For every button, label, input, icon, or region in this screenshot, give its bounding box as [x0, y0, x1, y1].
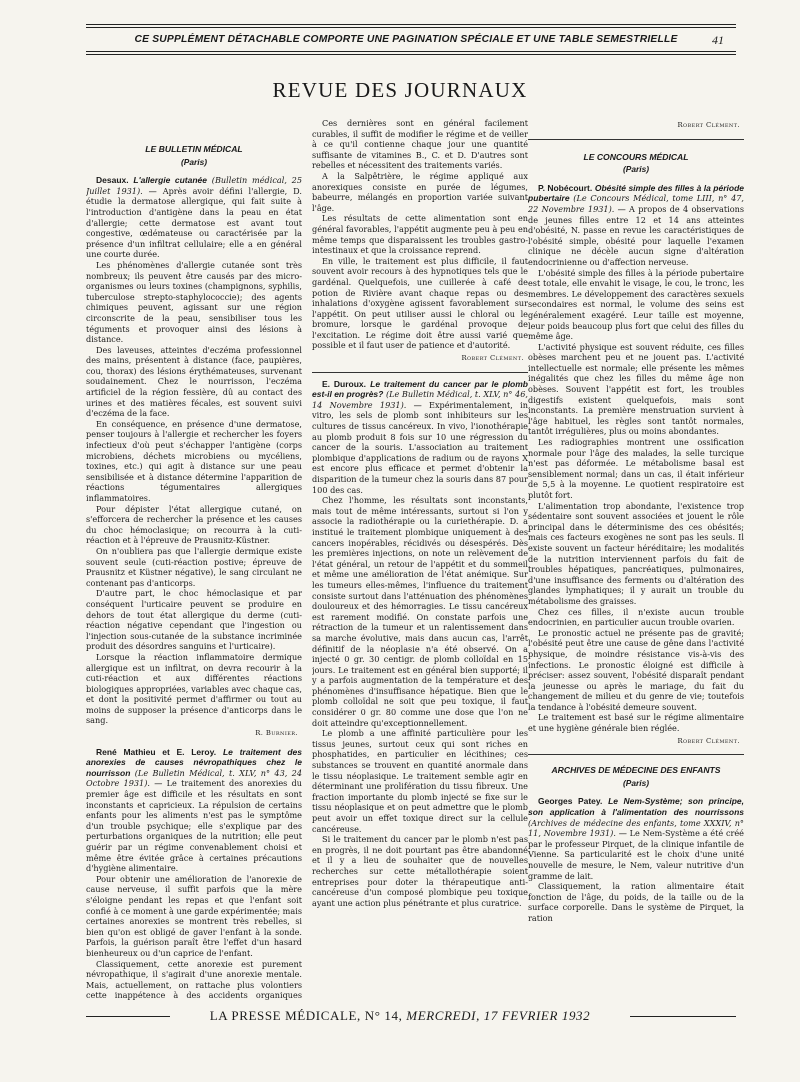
banner-rule: [86, 51, 736, 52]
article-title: Le Nem-Système; son principe, son application à l'alimentation des nourrissons: [528, 796, 744, 818]
top-rule: [86, 24, 736, 25]
article-paragraph: Si le traitement du cancer par le plomb n'est pas en progrès, il ne doit pourtant pas être abandonné et il y a lieu de souhaiter que de nouvelles recherches sur cette métallothérapie soient entreprises pour doter la thérapeutique anti-cancéreuse d'un composé plombique peu toxique ayant une action plus pénétrante et plus curatrice.: [312, 834, 528, 908]
article-paragraph: L'activité physique est souvent réduite, ces filles obèses marchent peu et ne jouent pas. L'activité intellectuelle est normale; elle présente les mêmes inégalités que chez les filles du même âge non obèses. Souvent l'appétit est fort, les troubles digestifs existent quelquefois, mais sont inconstants. La première menstruation survient à l'âge habituel, les règles sont tantôt normales, tantôt irrégulières, plus ou moins abondantes.: [528, 341, 744, 437]
article-heading-desaux: [86, 175, 302, 260]
article-divider: [312, 372, 528, 373]
column-1: [86, 118, 302, 1000]
article-paragraph: L'alimentation trop abondante, l'existence trop sédentaire sont souvent associées et jouent le rôle principal dans le déterminisme des ces obésités; mais ces facteurs exogènes ne sont pas les seuls. Il existe souvent un facteur héréditaire; les modalités de la nutrition interviennent parfois du fait de troubles hépatiques, pancréatiques, pulmonaires, d'une insuffisance des ferments ou d'altération des glandes lymphatiques; il y aurait un trouble du métabolisme des graisses.: [528, 500, 744, 606]
article-title: Obésité simple des filles à la période pubertaire: [528, 182, 744, 204]
article-paragraph: Des laveuses, atteintes d'eczéma professionnel des mains, présentent à distance (face, paupières, cou, thorax) des lésions érythémateuses, survenant soudainement. Chez le nourrisson, l'eczéma artificiel de la région fessière, dû au contact des urines et des matières fécales, est souvent suivi d'eczéma de la face.: [86, 344, 302, 419]
article-author: René Mathieu et E. Leroy.: [96, 746, 217, 757]
article-citation: (Le Bulletin Médical, t. XLV, n° 43, 24 Octobre 1931). —: [86, 767, 302, 789]
article-paragraph: Ces dernières sont en général facilement curables, il suffit de modifier le régime et de veiller à ce qu'il contienne chaque jour une quantité suffisante de vitamines B., C. et D. D'autres sont rebelles et nécessitent des traitements variés.: [312, 118, 528, 171]
article-paragraph: Le pronostic actuel ne présente pas de gravité; l'obésité peut être une cause de gêne dans l'activité physique, de moindre résistance vis-à-vis des infections. Le pronostic éloigné est difficile à préciser: assez souvent, l'obésité disparaît pendant la jeunesse ou après le mariage, du fait du changement de milieu et du genre de vie; toutefois la tendance à l'obésité demeure souvent.: [528, 627, 744, 712]
article-signature: R. Burnier.: [255, 729, 298, 738]
article-paragraph: Les phénomènes d'allergie cutanée sont très nombreux; ils peuvent être causés par des micro-organismes ou leurs toxines (champignons, syphilis, tuberculose strepto-staphylococcie); des agents chimiques peuvent, agissant sur une région circonscrite de la peau, sensibiliser tous les téguments et provoquer ainsi des lésions à distance.: [86, 259, 302, 345]
article-paragraph: Pour obtenir une amélioration de l'anorexie de cause nerveuse, il suffit parfois que la mère s'éloigne pendant les repas et que l'enfant soit confié à ce moment à une garde expérimentée; mais certaines anorexies se montrent très rebelles, si bien qu'on est obligé de gaver l'enfant à la sonde. Parfois, la guérison paraît être l'effet d'un hasard bienheureux ou d'un caprice de l'enfant.: [86, 873, 302, 958]
article-citation: (Bulletin médical, 25 Juillet 1931). —: [86, 175, 302, 196]
banner-rule-thin: [86, 54, 736, 55]
section-city-archives: (Paris): [622, 777, 650, 788]
article-heading-nobecourt: [528, 183, 744, 268]
article-author: E. Duroux.: [322, 378, 367, 389]
article-heading-duroux: [312, 379, 528, 496]
article-paragraph: En conséquence, en présence d'une dermatose, penser toujours à l'allergie et rechercher les foyers infectieux d'où peut s'échapper l'antigène (corps microbiens, déchets microbiens ou mycéliens, toxines, etc.) qui agit à distance sur une peau sensibilisée et à distance détermine l'apparition de réactions tégumentaires allergiques inflammatoires.: [86, 418, 302, 503]
article-heading-patey: [528, 796, 744, 881]
section-title-bulletin: LE BULLETIN MÉDICAL: [145, 144, 243, 154]
column-2: [312, 118, 528, 1000]
page-footer: [170, 1008, 630, 1024]
top-rule-thin: [86, 27, 736, 28]
article-paragraph: Le plomb a une affinité particulière pour les tissus jeunes, surtout ceux qui sont riches en phosphatides, en particulier en lécithines; ces substances se trouvent en quantité anormale dans le tissu néoplasique. Le traitement semble agir en déterminant une prolifération du tissu fibreux. Une fraction importante du plomb injecté se fixe sur le tissu néoplasique et on peut admettre que le plomb peut avoir un effet toxique direct sur la cellule cancéreuse.: [312, 728, 528, 834]
footer-date: MERCREDI, 17 FEVRIER 1932: [406, 1008, 591, 1023]
article-paragraph: Chez l'homme, les résultats sont inconstants, mais tout de même intéressants, surtout si l'on y associe la radiothérapie ou la curiethérapie. D. a institué le traitement plombique uniquement à des cancers inopérables, récidivés ou désespérés. Dès les premières injections, on note un relèvement de l'état général, un retour de l'appétit et du sommeil et même une amélioration de l'état anémique. Sur les tumeurs elles-mêmes, l'influence du traitement consiste surtout dans l'atténuation des phénomènes douloureux et des hémorragies. Le tissu cancéreux est rarement modifié. On constate parfois une rétraction de la tumeur et un ralentissement dans sa marche évolutive, mais dans aucun cas, l'arrêt définitif de la néoplasie n'a été observé. On a injecté 0 gr. 30 centigr. de plomb colloïdal en 15 jours. Le traitement est en général bien supporté; il y a parfois augmentation de la température et des phénomènes d'insuffisance hépatique. Bien que le plomb colloïdal ne soit que peu toxique, il faut considérer 0 gr. 80 comme une dose que l'on ne doit atteindre qu'exceptionnellement.: [312, 495, 528, 728]
column-3: [528, 118, 744, 1000]
article-paragraph: Le traitement des anorexies du premier âge est difficile et les résultats en sont inconstants et capricieux. La répulsion de certains enfants pour les aliments n'est pas le symptôme d'un trouble psychique; elle s'explique par des perturbations organiques de la nutrition; elle peut guérir par un régime convenablement choisi et même être évitée grâce à certaines précautions d'hygiène alimentaire.: [86, 778, 302, 874]
article-signature: Robert Clément.: [677, 121, 740, 129]
page-number: 41: [712, 33, 724, 47]
supplement-banner: CE SUPPLÉMENT DÉTACHABLE COMPORTE UNE PAGINATION SPÉCIALE ET UNE TABLE SEMESTRIELLE: [134, 34, 678, 45]
article-heading-mathieu: [86, 747, 302, 874]
article-divider: [528, 754, 744, 755]
article-paragraph: Lorsque la réaction inflammatoire dermique allergique est un infiltrat, on devra recourir à la cuti-réaction et aux différentes réactions biologiques appropriées, variables avec chaque cas, et dont la positivité permet d'affirmer ou tout au moins de supposer la présence d'anticorps dans le sang.: [86, 651, 302, 726]
footer-rule-right: [628, 1016, 736, 1017]
footer-journal: LA PRESSE MÉDICALE,: [209, 1008, 361, 1023]
article-title: L'allergie cutanée: [133, 175, 208, 186]
section-city-concours: (Paris): [622, 164, 650, 175]
section-title-archives: ARCHIVES DE MÉDECINE DES ENFANTS: [551, 765, 721, 776]
article-paragraph: D'autre part, le choc hémoclasique et par conséquent l'urticaire peuvent se produire en dehors de tout état allergique du derme (cuti-réaction négative cependant que l'ingestion ou l'injection sous-cutanée de la substance incriminée produit des désordres sanguins et l'urticaire).: [86, 588, 302, 652]
article-paragraph: Les résultats de cette alimentation sont en général favorables, l'appétit augmente peu à peu en même temps que disparaissent les troubles gastro-intestinaux et que la croissance reprend.: [312, 213, 528, 256]
article-paragraph: Chez ces filles, il n'existe aucun trouble endocrinien, en particulier aucun trouble ovarien.: [528, 606, 744, 628]
article-signature: Robert Clément.: [677, 736, 740, 745]
section-title-concours: LE CONCOURS MÉDICAL: [583, 151, 689, 162]
article-paragraph: On n'oubliera pas que l'allergie dermique existe souvent seule (cuti-réaction postive; épreuve de Prausnitz et Küstner négative), le sang circulant ne contenant pas d'anticorps.: [86, 545, 302, 588]
article-paragraph: Classiquement, cette anorexie est purement névropathique, il s'agirait d'une anorexie mentale. Mais, actuellement, on rattache plus volontiers cette inappétence à des accidents organiques: [86, 958, 302, 1000]
article-signature: Robert Clément.: [461, 354, 524, 363]
article-paragraph: Le traitement est basé sur le régime alimentaire et une hygiène générale bien réglée.: [528, 712, 744, 734]
article-paragraph: Classiquement, la ration alimentaire était fonction de l'âge, du poids, de la taille ou de la surface corporelle. Dans le système de Pirquet, la ration: [528, 881, 744, 923]
article-paragraph: Les radiographies montrent une ossification normale pour l'âge des malades, la selle turcique n'est pas déformée. Le métabolisme basal est sensiblement normal; dans un cas, il était inférieur de 5,5 à la moyenne. Le quotient respiratoire est plutôt fort.: [528, 437, 744, 500]
article-paragraph: Expérimentalement, in vitro, les sels de plomb sont inhibiteurs sur les cultures de tissus cancéreux. In vivo, l'ionothérapie au plomb produit 8 fois sur 10 une régression du cancer de la souris. L'association au traitement plombique d'applications de radium ou de rayons X est encore plus efficace et permet d'obtenir la disparition de la tumeur chez la souris dans 87 pour 100 des cas.: [312, 399, 528, 495]
section-city-bulletin: (Paris): [180, 156, 208, 167]
article-paragraph: A la Salpêtrière, le régime appliqué aux anorexiques consiste en purée de légumes, babeurre, mélangés en proportion variée suivant l'âge.: [312, 170, 528, 213]
article-paragraph: A propos de 4 observations de jeunes filles entre 12 et 14 ans atteintes d'obésité, N. passe en revue les caractéristiques de l'obésité simple, obésité pour laquelle l'examen clinique ne décèle aucun signe d'altération endocrinienne ou d'affection nerveuse.: [528, 203, 744, 267]
journal-title: REVUE DES JOURNAUX: [272, 78, 528, 102]
article-title: Le traitement du cancer par le plomb est-il en progrès?: [312, 378, 528, 400]
article-citation: (Le Bulletin Médical, t. XLV, n° 46, 14 Novembre 1931). —: [312, 389, 528, 410]
article-author: P. Nobécourt.: [538, 182, 593, 193]
article-paragraph: Après avoir défini l'allergie, D. étudie la dermatose allergique, qui fait suite à l'introduction d'antigène dans la peau en état d'allergie; cette dermatose est avant tout congestive, œdémateuse ou caractérisée par la présence d'un infiltrat cellulaire; elle a en général une courte durée.: [86, 185, 302, 260]
article-title: Le traitement des anorexies de causes névropathiques chez le nourrisson: [86, 746, 302, 778]
footer-issue: N° 14,: [364, 1008, 403, 1023]
article-citation: (Archives de médecine des enfants, tome XXXIV, n° 11, Novembre 1931). —: [528, 817, 744, 839]
article-citation: (Le Concours Médical, tome LIII, n° 47, 22 Novembre 1931). —: [528, 193, 744, 214]
article-author: Desaux.: [96, 175, 129, 186]
footer-rule-left: [86, 1016, 172, 1017]
article-author: Georges Patey.: [538, 796, 603, 807]
article-paragraph: En ville, le traitement est plus difficile, il faut souvent avoir recours à des hypnotiques tels que le gardénal. Quelquefois, une cuillerée à café de potion de Rivière avant chaque repas ou des inhalations d'oxygène agissent favorablement sur l'appétit. On peut utiliser aussi le chloral ou le bromure, lorsque le gardénal provoque de l'excitation. Le régime doit être aussi varié que possible et il faut user de patience et d'autorité.: [312, 255, 528, 351]
article-paragraph: Pour dépister l'état allergique cutané, on s'efforcera de rechercher la présence et les causes du choc hémoclasique; on recourra à la cuti-réaction et à l'épreuve de Prausnitz-Küstner.: [86, 503, 302, 546]
article-paragraph: Le Nem-Système a été créé par le professeur Pirquet, de la clinique infantile de Vienne. Sa particularité est le choix d'une unité nouvelle de mesure, le Nem, valeur nutritive d'un gramme de lait.: [528, 828, 744, 881]
article-divider: [528, 139, 744, 140]
article-paragraph: L'obésité simple des filles à la période pubertaire est totale, elle envahit le visage, le cou, le tronc, les membres. Le développement des caractères sexuels secondaires est normal, le volume des seins est généralement exagéré. Leur taille est moyenne, leur poids beaucoup plus fort que celui des filles du même âge.: [528, 267, 744, 342]
